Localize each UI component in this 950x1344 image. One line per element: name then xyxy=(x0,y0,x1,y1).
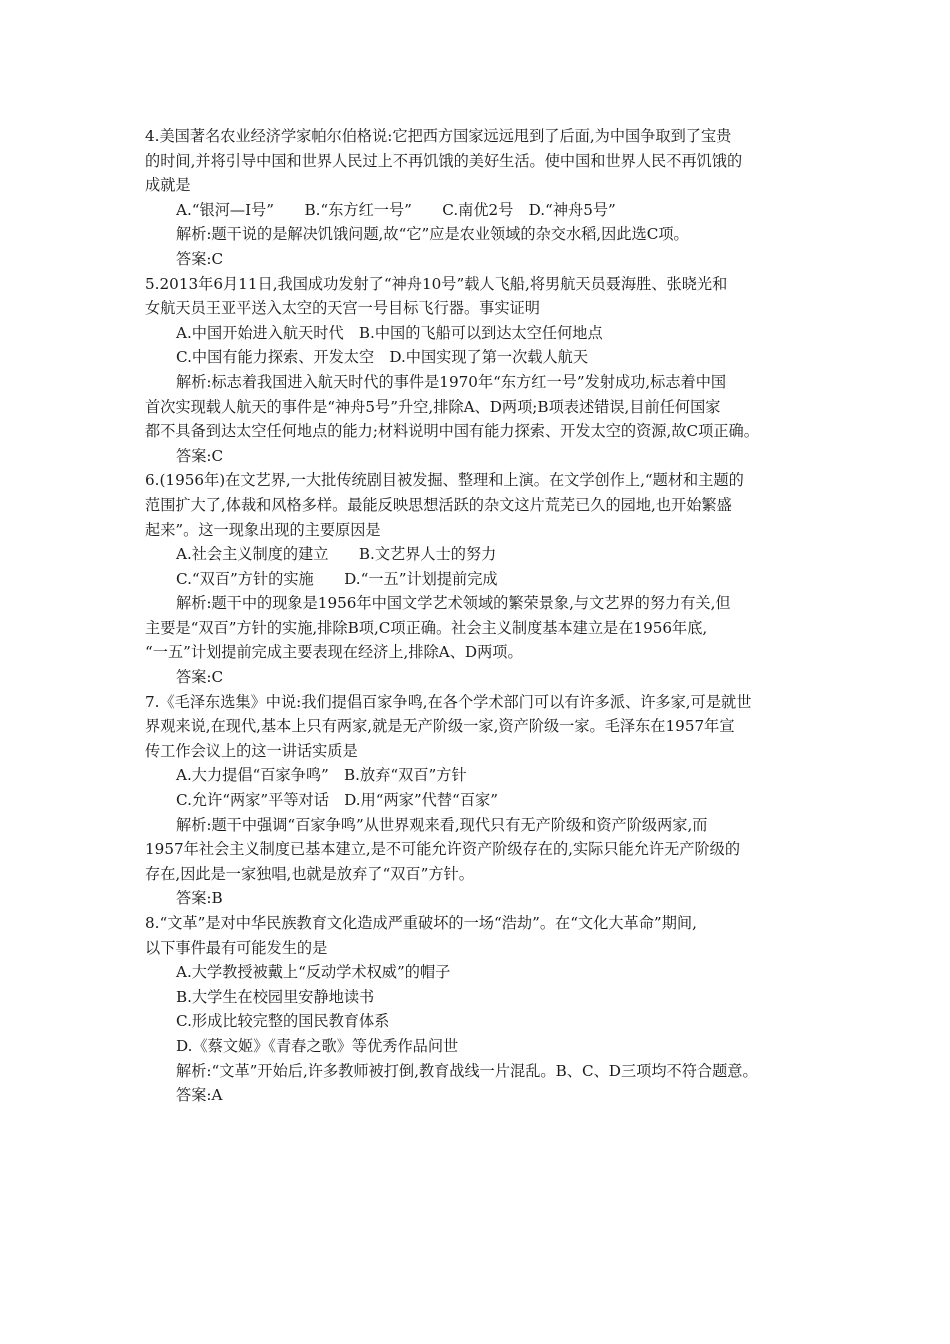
question-option: D.《蔡文姬》《青春之歌》等优秀作品问世 xyxy=(176,1036,459,1055)
answer-line: 答案:C xyxy=(176,249,224,268)
answer-line: 答案:C xyxy=(176,446,224,465)
question-stem-line: 6.(1956年)在文艺界,一大批传统剧目被发掘、整理和上演。在文学创作上,“题材和主题的 xyxy=(145,471,744,490)
question-stem-line: 传工作会议上的这一讲话实质是 xyxy=(145,741,358,760)
question-options-line: C.中国有能力探索、开发太空 D.中国实现了第一次载人航天 xyxy=(176,348,589,367)
question-options-line: A.“银河—Ⅰ号” B.“东方红一号” C.南优2号 D.“神舟5号” xyxy=(176,200,616,219)
question-stem-line: 8.“文革”是对中华民族教育文化造成严重破坏的一场“浩劫”。在“文化大革命”期间, xyxy=(145,914,697,932)
question-option: B.大学生在校园里安静地读书 xyxy=(176,987,375,1006)
question-stem-line: 起来”。这一现象出现的主要原因是 xyxy=(145,520,381,539)
analysis-line: 1957年社会主义制度已基本建立,是不可能允许资产阶级存在的,实际只能允许无产阶级的 xyxy=(145,840,741,859)
question-options-line: A.社会主义制度的建立 B.文艺界人士的努力 xyxy=(176,545,497,564)
analysis-line: 存在,因此是一家独唱,也就是放弃了“双百”方针。 xyxy=(145,864,474,883)
question-options-line: A.大力提倡“百家争鸣” B.放弃“双百”方针 xyxy=(176,766,467,785)
analysis-line: 解析:“文革”开始后,许多教师被打倒,教育战线一片混乱。B、C、D三项均不符合题意。 xyxy=(176,1061,758,1080)
question-stem-line: 界观来说,在现代,基本上只有两家,就是无产阶级一家,资产阶级一家。毛泽东在1957年宣 xyxy=(145,717,735,736)
question-stem-line: 以下事件最有可能发生的是 xyxy=(145,938,328,957)
question-options-line: C.“双百”方针的实施 D.“一五”计划提前完成 xyxy=(176,569,498,588)
analysis-line: 主要是“双百”方针的实施,排除B项,C项正确。社会主义制度基本建立是在1956年底, xyxy=(145,618,708,637)
question-6 xyxy=(145,468,815,689)
question-stem-line: 范围扩大了,体裁和风格多样。最能反映思想活跃的杂文这片荒芜已久的园地,也开始繁盛 xyxy=(145,495,732,514)
question-stem-line: 4.美国著名农业经济学家帕尔伯格说:它把西方国家远远甩到了后面,为中国争取到了宝贵 xyxy=(145,127,732,145)
analysis-line: 解析:题干中的现象是1956年中国文学艺术领域的繁荣景象,与文艺界的努力有关,但 xyxy=(176,594,731,613)
answer-line: 答案:B xyxy=(176,889,223,908)
question-stem-line: 成就是 xyxy=(145,176,191,195)
analysis-line: “一五”计划提前完成主要表现在经济上,排除A、D两项。 xyxy=(145,643,523,662)
answer-line: 答案:C xyxy=(176,668,224,687)
analysis-line: 首次实现载人航天的事件是“神舟5号”升空,排除A、D两项;B项表述错误,目前任何国家 xyxy=(145,397,721,416)
question-stem-line: 的时间,并将引导中国和世界人民过上不再饥饿的美好生活。使中国和世界人民不再饥饿的 xyxy=(145,151,743,170)
question-8 xyxy=(145,911,815,1108)
analysis-line: 解析:题干说的是解决饥饿问题,故“它”应是农业领域的杂交水稻,因此选C项。 xyxy=(176,225,689,244)
analysis-line: 解析:题干中强调“百家争鸣”从世界观来看,现代只有无产阶级和资产阶级两家,而 xyxy=(176,815,708,834)
question-option: A.大学教授被戴上“反动学术权威”的帽子 xyxy=(176,963,451,982)
question-stem-line: 5.2013年6月11日,我国成功发射了“神舟10号”载人飞船,将男航天员聂海胜、张晓光和 xyxy=(145,274,728,293)
question-option: C.形成比较完整的国民教育体系 xyxy=(176,1012,390,1031)
document-page xyxy=(145,124,815,1108)
analysis-line: 都不具备到达太空任何地点的能力;材料说明中国有能力探索、开发太空的资源,故C项正确。 xyxy=(145,422,759,441)
question-options-line: C.允许“两家”平等对话 D.用“两家”代替“百家” xyxy=(176,791,498,810)
question-5 xyxy=(145,272,815,469)
question-stem-line: 7.《毛泽东选集》中说:我们提倡百家争鸣,在各个学术部门可以有许多派、许多家,可是就世 xyxy=(145,692,752,711)
question-stem-line: 女航天员王亚平送入太空的天宫一号目标飞行器。事实证明 xyxy=(145,299,540,318)
question-4 xyxy=(145,124,815,272)
question-options-line: A.中国开始进入航天时代 B.中国的飞船可以到达太空任何地点 xyxy=(176,323,603,342)
analysis-line: 解析:标志着我国进入航天时代的事件是1970年“东方红一号”发射成功,标志着中国 xyxy=(176,372,727,391)
question-7 xyxy=(145,690,815,911)
answer-line: 答案:A xyxy=(176,1086,223,1105)
